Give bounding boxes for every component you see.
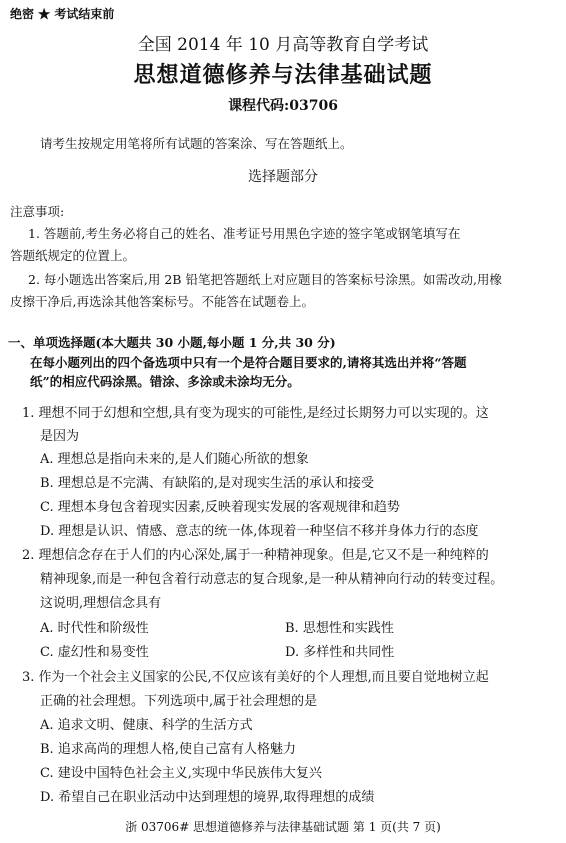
part1-desc-line-2: 纸”的相应代码涂黑。错涂、多涂或未涂均无分。 (30, 374, 300, 389)
q2-option-d: D. 多样性和共同性 (285, 645, 395, 660)
note-1-line-1: 1. 答题前,考生务必将自己的姓名、准考证号用黑色字迹的签字笔或钢笔填写在 (28, 226, 461, 241)
q3-stem-line-2: 正确的社会理想。下列选项中,属于社会理想的是 (40, 694, 318, 709)
note-1-line-2: 答题纸规定的位置上。 (10, 248, 136, 263)
q3-option-a: A. 追求文明、健康、科学的生活方式 (40, 718, 253, 733)
q1-stem-line-1: 1. 理想不同于幻想和空想,具有变为现实的可能性,是经过长期努力可以实现的。这 (22, 406, 489, 421)
course-code: 课程代码:03706 (228, 98, 338, 114)
general-instruction: 请考生按规定用笔将所有试题的答案涂、写在答题纸上。 (40, 136, 353, 151)
q1-option-d: D. 理想是认识、情感、意志的统一体,体现着一种坚信不移并身体力行的态度 (40, 524, 479, 539)
q2-stem-line-2: 精神现象,而是一种包含着行动意志的复合现象,是一种从精神向行动的转变过程。 (40, 572, 504, 587)
q1-option-a: A. 理想总是指向未来的,是人们随心所欲的想象 (40, 452, 309, 467)
part1-heading: 一、单项选择题(本大题共 30 小题,每小题 1 分,共 30 分) (8, 335, 336, 350)
q2-stem-line-3: 这说明,理想信念具有 (40, 596, 162, 611)
note-2-line-1: 2. 每小题选出答案后,用 2B 铅笔把答题纸上对应题目的答案标号涂黑。如需改动,用橡 (28, 272, 502, 287)
q2-stem-line-1: 2. 理想信念存在于人们的内心深处,属于一种精神现象。但是,它又不是一种纯粹的 (22, 548, 489, 563)
page-footer: 浙 03706# 思想道德修养与法律基础试题 第 1 页(共 7 页) (125, 820, 441, 834)
confidential-mark: 绝密 ★ 考试结束前 (10, 7, 115, 21)
notes-heading: 注意事项: (10, 204, 65, 219)
note-2-line-2: 皮擦干净后,再选涂其他答案标号。不能答在试题卷上。 (10, 294, 314, 309)
q3-option-b: B. 追求高尚的理想人格,使自己富有人格魅力 (40, 742, 296, 757)
q1-option-b: B. 理想总是不完满、有缺陷的,是对现实生活的承认和接受 (40, 476, 374, 491)
subject-title: 思想道德修养与法律基础试题 (133, 62, 433, 88)
q2-option-a: A. 时代性和阶级性 (40, 621, 149, 636)
part1-desc-line-1: 在每小题列出的四个备选项中只有一个是符合题目要求的,请将其选出并将“答题 (30, 355, 467, 370)
q3-stem-line-1: 3. 作为一个社会主义国家的公民,不仅应该有美好的个人理想,而且要自觉地树立起 (22, 670, 489, 685)
q3-option-d: D. 希望自己在职业活动中达到理想的境界,取得理想的成绩 (40, 790, 375, 805)
section-title: 选择题部分 (248, 169, 318, 185)
q3-option-c: C. 建设中国特色社会主义,实现中华民族伟大复兴 (40, 766, 322, 781)
q2-option-c: C. 虚幻性和易变性 (40, 645, 149, 660)
exam-title: 全国 2014 年 10 月高等教育自学考试 (137, 35, 429, 55)
q1-stem-line-2: 是因为 (40, 429, 80, 444)
q2-option-b: B. 思想性和实践性 (285, 621, 394, 636)
q1-option-c: C. 理想本身包含着现实因素,反映着现实发展的客观规律和趋势 (40, 500, 400, 515)
